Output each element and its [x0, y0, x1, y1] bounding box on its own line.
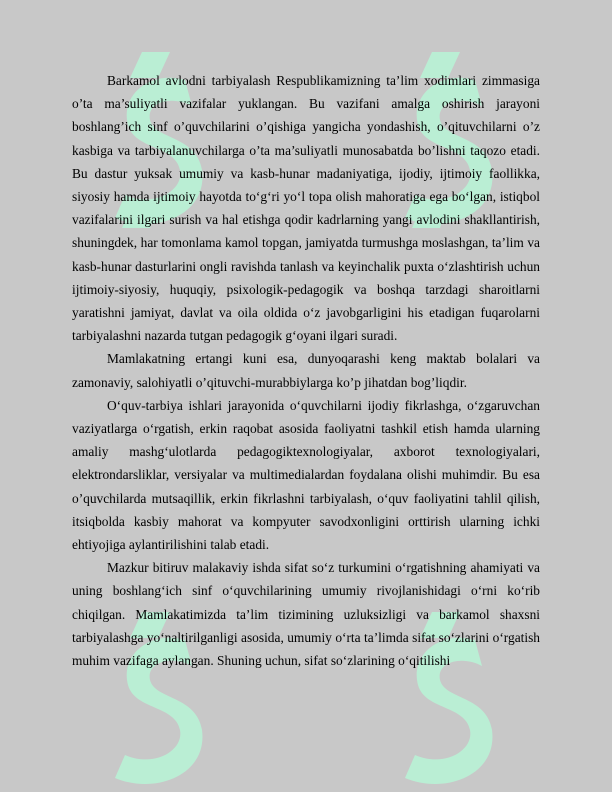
body-text: [72, 69, 540, 672]
paragraph-3: O‘quv-tarbiya ishlari jarayonida o‘quvchilarni ijodiy fikrlashga, o‘zgaruvchan vaziyatlarga o‘rgatish, erkin raqobat asosida faoliyatni tashkil etish hamda ularning amaliy mashg‘ulotlarda pedagogiktexnologiyalar, axborot texnologiyalari, elektrondarsliklar, versiyalar va multimedialardan foydalana olishi muhimdir. Bu esa o’quvchilarda mutsaqillik, erkin fikrlashni tarbiyalash, o‘quv faoliyatini tahlil qilish, itsiqbolda kasbiy mahorat va kompyuter savodxonligini orttirish ularning ichki ehtiyojiga aylantirilishini talab etadi.: [72, 397, 540, 553]
paragraph-4: Mazkur bitiruv malakaviy ishda sifat so‘z turkumini o‘rgatishning ahamiyati va uning boshlang‘ich sinf o‘quvchilarining umumiy rivojlanishidagi o‘rni ko‘rib chiqilgan. Mamlakatimizda ta’lim tizimining uzluksizligi va barkamol shaxsni tarbiyalashga yo‘naltirilganligi asosida, umumiy o‘rta ta’limda sifat so‘zlarini o‘rgatish muhim vazifaga aylangan. Shuning uchun, sifat so‘zlarining o‘qitilishi: [72, 560, 540, 669]
paragraph-1: Barkamol avlodni tarbiyalash Respublikamizning ta’lim xodimlari zimmasiga o’ta ma’suliyatli vazifalar yuklangan. Bu vazifani amalga oshirish jarayoni boshlang’ich sinf o’quvchilarini o’qishiga yangicha yondashish, o’qituvchilarni o’z kasbiga va tarbiyalanuvchilarga o’ta ma’suliyatli munosabatda bo’lishni taqozo etadi. Bu dastur yuksak umumiy va kasb-hunar madaniyatiga, ijodiy, ijtimoiy faollikka, siyosiy hamda ijtimoiy hayotda to‘g‘ri yo‘l topa olish mahoratiga ega bo‘lgan, istiqbol vazifalarini ilgari surish va hal etishga qodir kadrlarning yangi avlodini shakllantirish, shuningdek, har tomonlama kamol topgan, jamiyatda turmushga moslashgan, ta’lim va kasb-hunar dasturlarini ongli ravishda tanlash va keyinchalik puxta o‘zlashtirish uchun ijtimoiy-siyosiy, huquqiy, psixologik-pedagogik va boshqa tarzdagi sharoitlarni yaratishni jamiyat, davlat va oila oldida o‘z javobgarligini his etadigan fuqarolarni tarbiyalashni nazarda tutgan pedagogik g‘oyani ilgari suradi.: [72, 73, 540, 344]
paragraph-2: Mamlakatning ertangi kuni esa, dunyoqarashi keng maktab bolalari va zamonaviy, salohiyatli o’qituvchi-murabbiylarga ko’p jihatdan bog’liqdir.: [72, 351, 540, 390]
